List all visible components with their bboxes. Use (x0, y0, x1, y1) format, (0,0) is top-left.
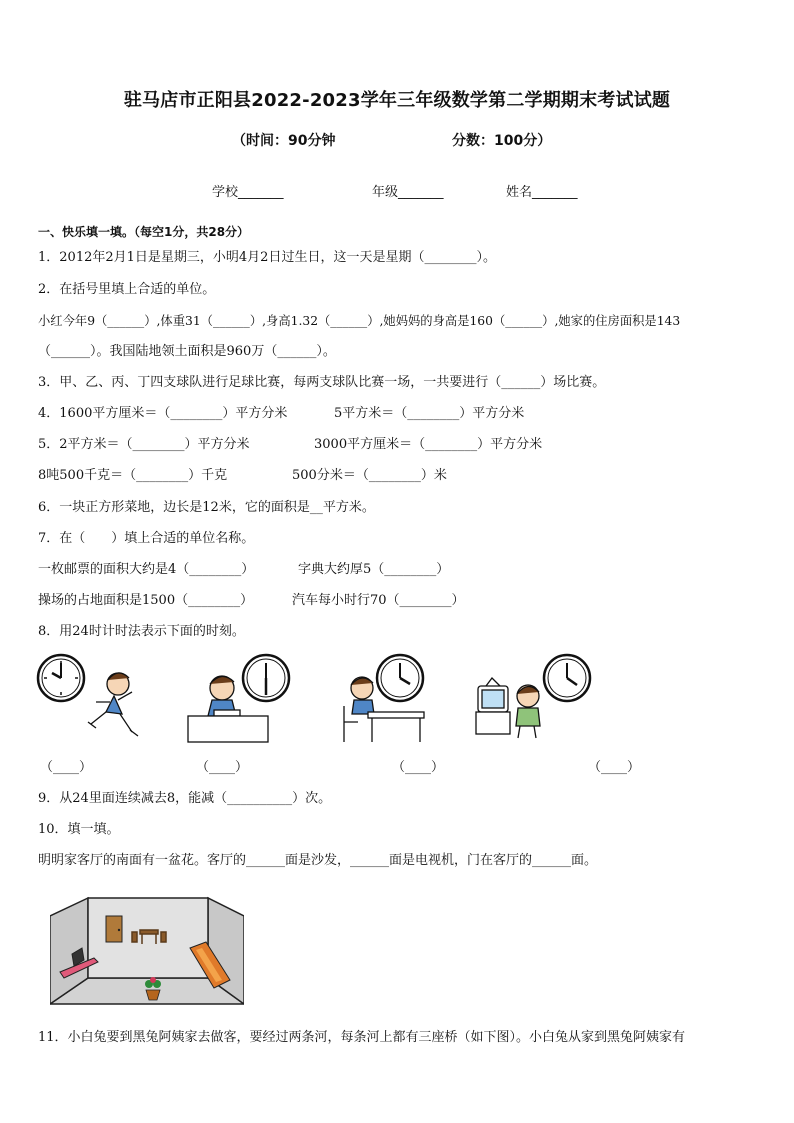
clock-scene-2 (184, 652, 294, 744)
grade-field[interactable]: 年级_______ (372, 185, 444, 200)
question-5-c: 8吨500千克＝（________）千克 (38, 468, 228, 483)
question-6: 6．一块正方形菜地，边长是12米，它的面积是__平方米。 (38, 500, 375, 515)
clock-icon (544, 655, 590, 701)
question-2: 2．在括号里填上合适的单位。 (38, 282, 216, 297)
clock-scene-1 (36, 652, 146, 744)
answer-blank[interactable]: （____） (196, 760, 249, 775)
question-2-line-a: 小红今年9（______）,体重31（______）,身高1.32（______）,她妈妈的身高是160（______）,她家的住房面积是143 (38, 314, 681, 328)
clock-icon (377, 655, 423, 701)
question-2-line-b: （______）。我国陆地领土面积是960万（______）。 (38, 344, 336, 359)
running-boy-icon (88, 673, 138, 736)
name-field[interactable]: 姓名_______ (506, 185, 578, 200)
question-1: 1．2012年2月1日是星期三，小明4月2日过生日，这一天是星期（________）。 (38, 250, 496, 265)
question-7-b: 字典大约厚5（________） (298, 562, 450, 577)
clock-icon (243, 655, 289, 701)
watching-girl-icon (516, 685, 540, 738)
page-title: 驻马店市正阳县2022-2023学年三年级数学第二学期期末考试试题 (123, 90, 671, 111)
question-5-a: 5．2平方米＝（________）平方分米 (38, 437, 250, 452)
door-icon (106, 916, 122, 942)
question-8: 8．用24时计时法表示下面的时刻。 (38, 624, 245, 639)
question-10-text: 明明家客厅的南面有一盆花。客厅的______面是沙发，______面是电视机，门在客厅的______面。 (38, 853, 598, 868)
clock-scene-3 (332, 652, 442, 744)
living-room-diagram (50, 896, 244, 1006)
section-heading: 一、快乐填一填。（每空1分，共28分） (38, 225, 250, 239)
question-3: 3．甲、乙、丙、丁四支球队进行足球比赛，每两支球队比赛一场，一共要进行（______）场比赛。 (38, 375, 606, 390)
school-field[interactable]: 学校_______ (212, 185, 284, 200)
clock-icon (38, 655, 84, 701)
question-5-b: 3000平方厘米＝（________）平方分米 (314, 437, 543, 452)
answer-blank[interactable]: （____） (40, 760, 93, 775)
exam-time: （时间：90分钟 (232, 133, 336, 149)
tv-icon (476, 678, 510, 734)
answer-blank[interactable]: （____） (588, 760, 641, 775)
question-7-d: 汽车每小时行70（________） (292, 593, 465, 608)
question-7-c: 操场的占地面积是1500（________） (38, 593, 254, 608)
question-7-a: 一枚邮票的面积大约是4（________） (38, 562, 255, 577)
question-5-d: 500分米＝（________）米 (292, 468, 447, 483)
question-11: 11．小白兔要到黑兔阿姨家去做客，要经过两条河，每条河上都有三座桥（如下图）。小白兔从家到黑兔阿姨家有 (38, 1030, 686, 1045)
question-9: 9．从24里面连续减去8，能减（__________）次。 (38, 791, 332, 806)
exam-score: 分数：100分） (452, 133, 552, 149)
answer-blank[interactable]: （____） (392, 760, 445, 775)
question-10: 10．填一填。 (38, 822, 120, 837)
question-4-a: 4．1600平方厘米＝（________）平方分米 (38, 406, 288, 421)
clock-scene-4 (472, 652, 594, 744)
question-7: 7．在（ ）填上合适的单位名称。 (38, 531, 255, 546)
question-4-b: 5平方米＝（________）平方分米 (334, 406, 525, 421)
